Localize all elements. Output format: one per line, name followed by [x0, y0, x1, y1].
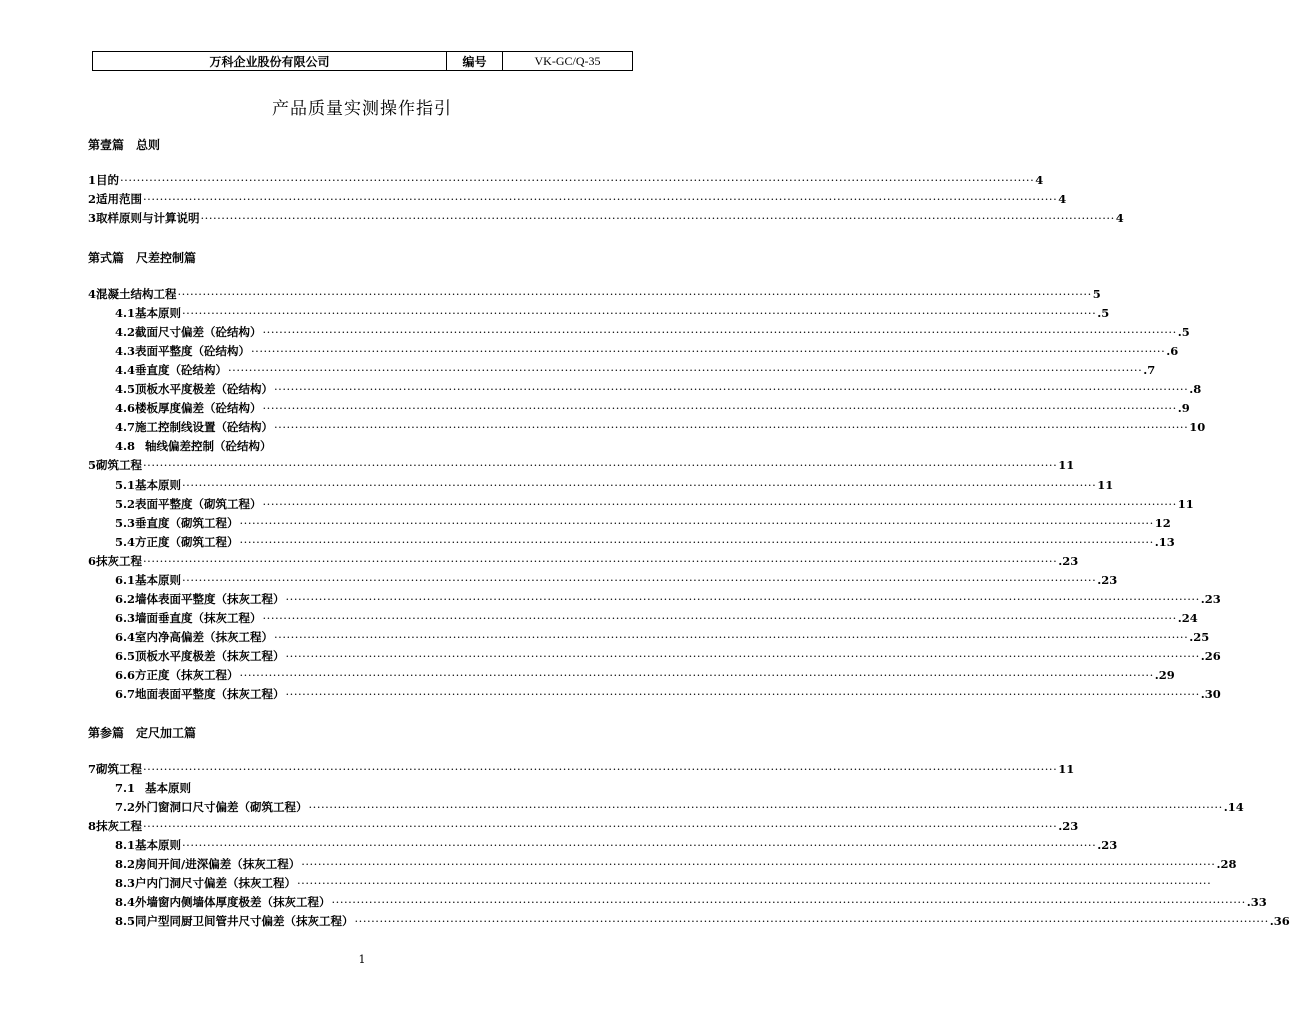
toc-entry[interactable] [88, 209, 1124, 227]
toc-entry-title: 抹灰工程 [96, 819, 143, 834]
toc-entry-number: 4.5 [115, 382, 136, 397]
toc-entry[interactable] [115, 855, 1237, 873]
toc-entry[interactable] [115, 685, 1221, 703]
toc-entry-page: .23 [1200, 591, 1221, 606]
toc-entry-title: 方正度（抹灰工程） [135, 668, 239, 682]
toc-entry-title: 墙面垂直度（抹灰工程） [135, 610, 262, 625]
toc-entry[interactable] [88, 456, 1075, 474]
toc-entry[interactable] [115, 609, 1198, 627]
toc-entry-title: 基本原则 [135, 477, 182, 492]
toc-entry-number: 8.2 [115, 857, 136, 872]
toc-entry-page: .28 [1216, 857, 1237, 872]
toc-entry-number: 4 [88, 287, 97, 301]
toc-entry-number: 6 [88, 553, 97, 568]
toc-entry[interactable] [88, 817, 1079, 835]
toc-entry[interactable] [88, 171, 1044, 189]
section-title: 第式篇 尺差控制篇 [88, 251, 197, 265]
toc-entry-page: .7 [1143, 363, 1156, 378]
toc-entry[interactable] [115, 380, 1202, 398]
toc-entry-title: 方正度（砌筑工程） [135, 534, 239, 549]
dot-leader: ···························································································································································································································· [239, 534, 1154, 549]
toc-entry[interactable] [88, 190, 1067, 208]
toc-entry[interactable] [115, 437, 602, 455]
dot-leader: ···························································································································································································································· [182, 477, 1097, 492]
toc-entry-number: 5.1 [115, 477, 136, 492]
toc-entry-number: 5 [88, 458, 97, 473]
toc-entry[interactable] [115, 912, 1290, 930]
toc-entry-title: 户内门洞尺寸偏差（抹灰工程） [135, 876, 297, 891]
toc-entry-number: 5.4 [115, 534, 136, 549]
toc-entry-page: .23 [1058, 819, 1079, 834]
toc-entry-title: 目的 [96, 173, 120, 187]
toc-entry[interactable] [115, 571, 1118, 589]
toc-entry-number: 6.1 [115, 572, 136, 587]
toc-entry[interactable] [115, 514, 1171, 532]
toc-entry-page: 11 [1097, 477, 1114, 492]
toc-entry[interactable] [115, 836, 1118, 854]
toc-entry-number: 1 [88, 173, 97, 187]
dot-leader: ···························································································································································································································· [262, 610, 1177, 625]
toc-entry[interactable] [115, 647, 1221, 665]
toc-entry-title: 楼板厚度偏差（砼结构） [135, 401, 262, 416]
dot-leader: ···························································································································································································································· [143, 192, 1058, 207]
toc-entry-page: 11 [1177, 496, 1194, 511]
dot-leader: ···························································································································································································································· [177, 287, 1092, 301]
toc-entry-page: .5 [1097, 306, 1110, 321]
toc-entry-title: 垂直度（砌筑工程） [135, 515, 239, 530]
dot-leader: ···························································································································································································································· [120, 173, 1035, 187]
toc-entry[interactable] [115, 342, 1179, 360]
toc-entry-title: 外墙窗内侧墙体厚度极差（抹灰工程） [135, 895, 331, 910]
dot-leader: ···························································································································································································································· [285, 648, 1200, 663]
dot-leader: ···························································································································································································································· [274, 629, 1189, 644]
toc-entry-title: 基本原则 [135, 838, 182, 853]
toc-entry[interactable] [115, 418, 1206, 436]
toc-entry[interactable] [115, 874, 1212, 892]
dot-leader: ···························································································································································································································· [262, 401, 1177, 416]
toc-entry-title: 表面平整度（砼结构） [135, 344, 251, 359]
toc-entry-title: 室内净高偏差（抹灰工程） [135, 629, 274, 644]
toc-entry-page: .29 [1154, 668, 1175, 682]
toc-entry-number: 8.4 [115, 895, 136, 910]
toc-entry-title: 顶板水平度极差（抹灰工程） [135, 648, 285, 663]
toc-entry-number: 8 [88, 819, 97, 834]
dot-leader: ···························································································································································································································· [251, 344, 1166, 359]
toc-entry-title: 墙体表面平整度（抹灰工程） [135, 591, 285, 606]
toc-entry-number: 2 [88, 192, 97, 207]
dot-leader: ···························································································································································································································· [200, 211, 1115, 226]
toc-entry[interactable] [115, 628, 1210, 646]
toc-entry-title: 顶板水平度极差（砼结构） [135, 382, 274, 397]
toc-entry-number: 6.3 [115, 610, 136, 625]
dot-leader: ···························································································································································································································· [285, 687, 1200, 702]
toc-entry[interactable] [115, 666, 1175, 684]
dot-leader: ···························································································································································································································· [143, 819, 1058, 834]
toc-entry-page: .23 [1097, 572, 1118, 587]
toc-entry-title: 表面平整度（砌筑工程） [135, 496, 262, 511]
toc-entry-page: .30 [1200, 687, 1221, 702]
toc-entry-number: 8.5 [115, 914, 136, 929]
toc-entry[interactable] [115, 798, 1244, 816]
toc-entry-number: 7.1 [115, 781, 136, 796]
toc-entry-number: 8.1 [115, 838, 136, 853]
dot-leader: ···························································································································································································································· [331, 895, 1246, 910]
toc-entry[interactable] [115, 495, 1194, 513]
toc-entry[interactable] [115, 361, 1156, 379]
toc-entry-title: 砌筑工程 [96, 458, 143, 473]
toc-entry-number: 6.4 [115, 629, 136, 644]
toc-entry-page: .23 [1097, 838, 1118, 853]
toc-entry-number: 7.2 [115, 800, 136, 815]
toc-entry-number: 5.3 [115, 515, 136, 530]
toc-entry-number: 6.6 [115, 668, 136, 682]
page-number: 1 [358, 953, 366, 966]
section-title: 第壹篇 总则 [88, 138, 161, 152]
toc-entry-page: 4 [1058, 192, 1067, 207]
toc-entry-page: .8 [1189, 382, 1202, 397]
toc-entry-page: .33 [1246, 895, 1267, 910]
dot-leader: ···························································································································································································································· [301, 857, 1216, 872]
toc-entry-title: 地面表面平整度（抹灰工程） [135, 687, 285, 702]
dot-leader: ···························································································································································································································· [262, 496, 1177, 511]
toc-entry[interactable] [115, 476, 1114, 494]
toc-entry-number: 4.1 [115, 306, 136, 321]
toc-entry[interactable] [115, 893, 1267, 911]
toc-entry-page: .26 [1200, 648, 1221, 663]
toc-entry-page: .6 [1166, 344, 1179, 359]
toc-entry-page: 4 [1035, 173, 1044, 187]
toc-entry-page: .36 [1269, 914, 1290, 929]
toc-entry[interactable] [88, 760, 1075, 778]
dot-leader: ···························································································································································································································· [143, 762, 1058, 776]
toc-entry-number: 4.8 [115, 439, 136, 454]
toc-entry[interactable] [88, 552, 1079, 570]
document-header [92, 51, 633, 71]
toc-entry[interactable] [115, 304, 1110, 322]
company-name: 万科企业股份有限公司 [93, 52, 447, 70]
dot-leader: ···························································································································································································································· [274, 420, 1189, 435]
toc-entry-page: .24 [1177, 610, 1198, 625]
section-title: 第参篇 定尺加工篇 [88, 726, 197, 740]
toc-entry[interactable] [115, 590, 1221, 608]
toc-entry-page: 11 [1058, 762, 1075, 776]
toc-entry-title: 基本原则 [145, 781, 191, 796]
toc-entry-page: .25 [1189, 629, 1210, 644]
toc-entry-page: 12 [1154, 515, 1171, 530]
toc-entry[interactable] [115, 533, 1175, 551]
dot-leader: ···························································································································································································································· [182, 838, 1097, 853]
toc-entry-title: 砌筑工程 [96, 762, 143, 776]
toc-entry-number: 4.7 [115, 420, 136, 435]
toc-entry-title: 截面尺寸偏差（砼结构） [135, 325, 262, 340]
toc-entry-page: .14 [1223, 800, 1244, 815]
toc-entry-title: 混凝土结构工程 [96, 287, 177, 301]
dot-leader: ···························································································································································································································· [143, 553, 1058, 568]
toc-entry-page: 5 [1092, 287, 1101, 301]
code-label: 编号 [447, 52, 503, 70]
toc-entry-number: 7 [88, 762, 97, 776]
document-title: 产品质量实测操作指引 [272, 99, 452, 119]
document-code: VK-GC/Q-35 [534, 53, 601, 68]
dot-leader: ···························································································································································································································· [239, 668, 1154, 682]
toc-entry-title: 同户型同厨卫间管井尺寸偏差（抹灰工程） [135, 914, 354, 929]
toc-entry-number: 6.7 [115, 687, 136, 702]
dot-leader: ···························································································································································································································· [228, 363, 1143, 378]
toc-entry-title: 垂直度（砼结构） [135, 363, 228, 378]
toc-entry-title: 适用范围 [96, 192, 143, 207]
toc-entry-title: 抹灰工程 [96, 553, 143, 568]
dot-leader: ···························································································································································································································· [285, 591, 1200, 606]
toc-entry-number: 4.2 [115, 325, 136, 340]
toc-entry-title: 房间开间/进深偏差（抹灰工程） [135, 857, 301, 872]
toc-entry-title: 施工控制线设置（砼结构） [135, 420, 274, 435]
toc-entry[interactable] [115, 399, 1190, 417]
toc-entry-page: .13 [1154, 534, 1175, 549]
toc-entry[interactable] [115, 323, 1190, 341]
toc-entry-title: 轴线偏差控制（砼结构） [145, 439, 272, 454]
dot-leader: ···························································································································································································································· [182, 306, 1097, 321]
toc-entry-page: .9 [1177, 401, 1190, 416]
toc-entry-number: 6.5 [115, 648, 136, 663]
toc-entry-page: 11 [1058, 458, 1075, 473]
toc-entry-title: 取样原则与计算说明 [96, 211, 200, 226]
toc-entry-number: 4.3 [115, 344, 136, 359]
toc-entry[interactable] [115, 779, 602, 797]
dot-leader: ···························································································································································································································· [239, 515, 1154, 530]
dot-leader: ···························································································································································································································· [354, 914, 1269, 929]
toc-entry-title: 基本原则 [135, 572, 182, 587]
toc-entry-number: 4.4 [115, 363, 136, 378]
dot-leader: ···························································································································································································································· [182, 572, 1097, 587]
toc-entry[interactable] [88, 285, 1101, 303]
toc-entry-number: 6.2 [115, 591, 136, 606]
dot-leader: ···························································································································································································································· [308, 800, 1223, 815]
toc-entry-page: .5 [1177, 325, 1190, 340]
dot-leader: ···························································································································································································································· [274, 382, 1189, 397]
toc-entry-page: 10 [1189, 420, 1206, 435]
toc-entry-number: 8.3 [115, 876, 136, 891]
toc-entry-title: 外门窗洞口尺寸偏差（砌筑工程） [135, 800, 308, 815]
dot-leader: ···························································································································································································································· [143, 458, 1058, 473]
toc-entry-page: 4 [1115, 211, 1124, 226]
toc-entry-number: 4.6 [115, 401, 136, 416]
dot-leader: ···························································································································································································································· [297, 876, 1212, 891]
dot-leader: ···························································································································································································································· [262, 325, 1177, 340]
toc-entry-page: .23 [1058, 553, 1079, 568]
toc-entry-title: 基本原则 [135, 306, 182, 321]
toc-entry-number: 3 [88, 211, 97, 226]
toc-entry-number: 5.2 [115, 496, 136, 511]
